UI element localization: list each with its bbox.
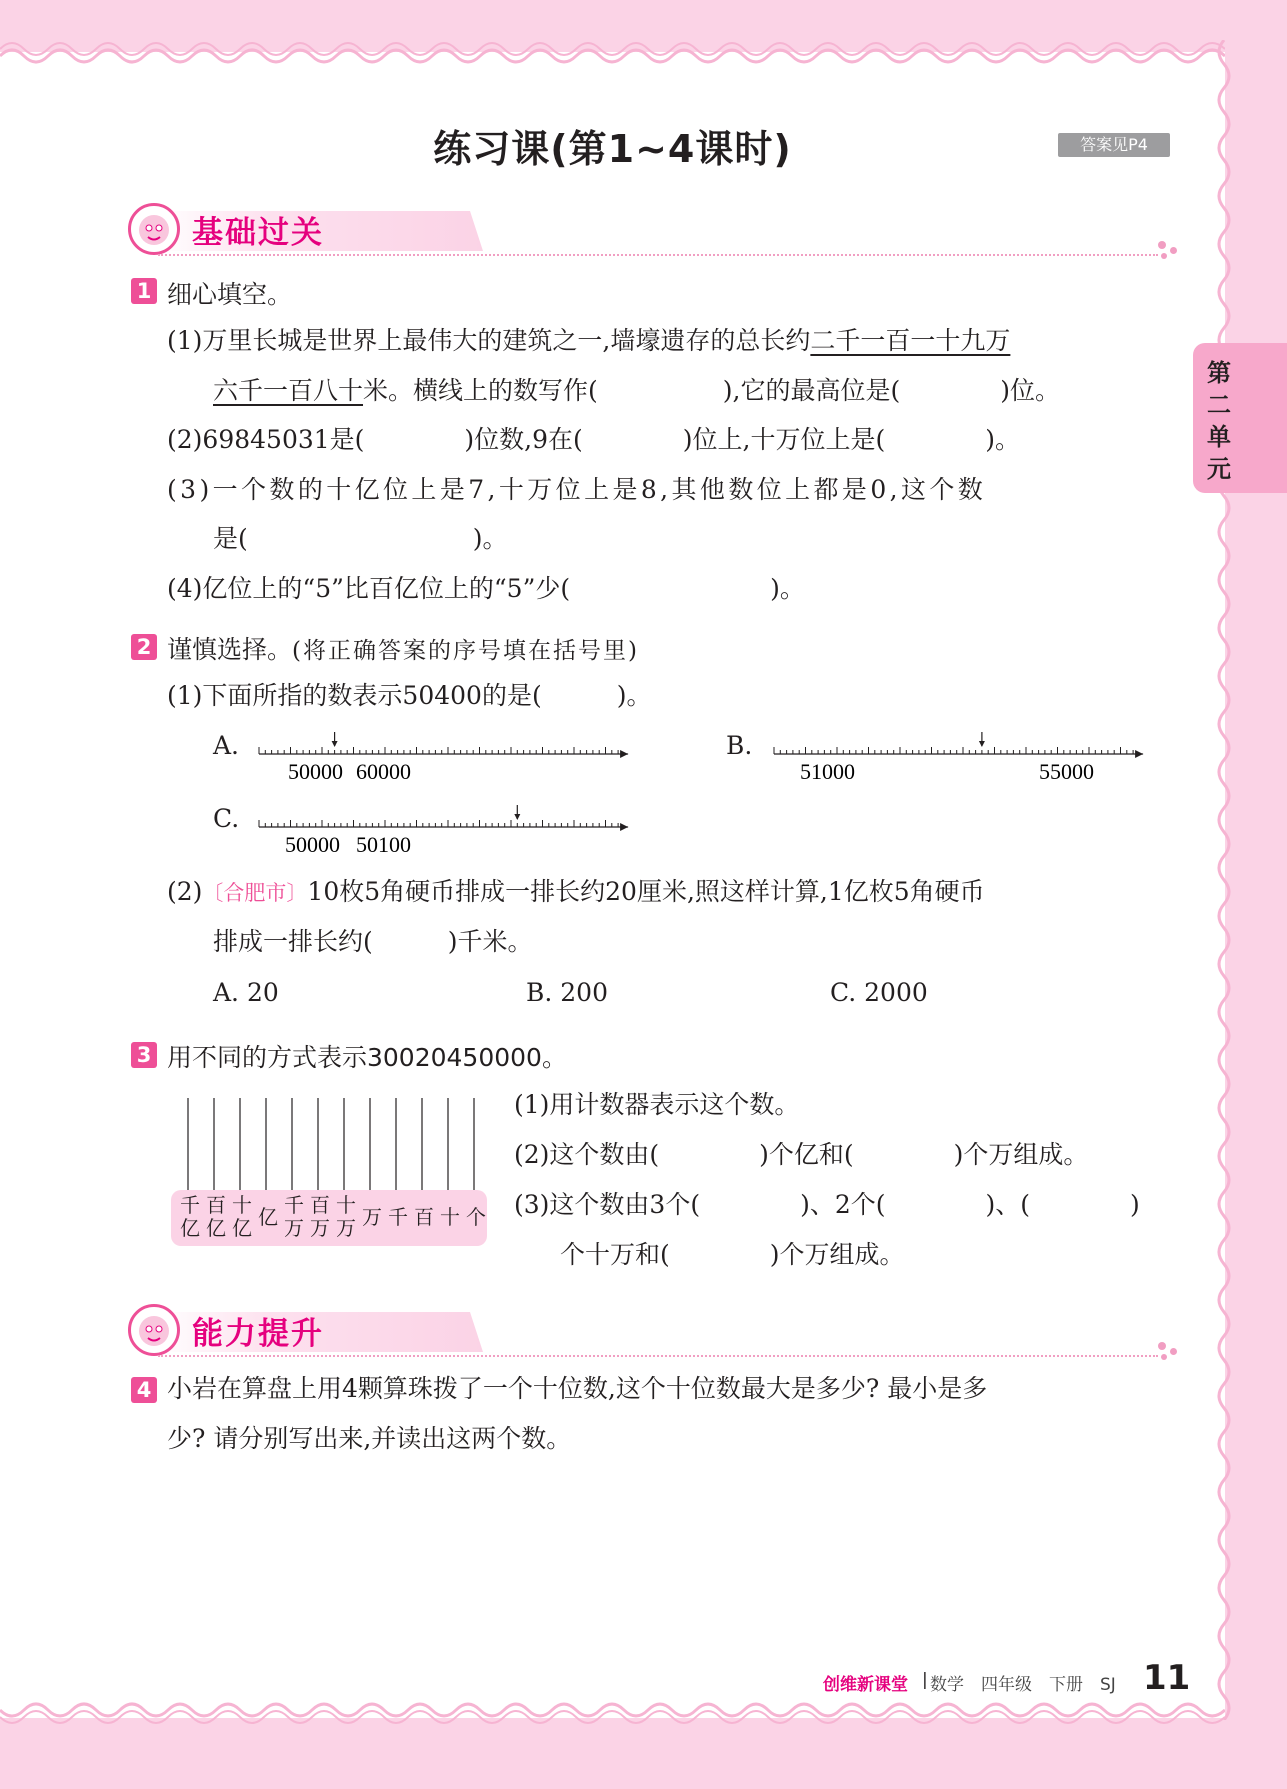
q4-line1: 小岩在算盘上用4颗算珠拨了一个十位数,这个十位数最大是多少? 最小是多 (167, 1374, 988, 1403)
number-line-b (770, 728, 1150, 788)
footer-info: 数学 四年级 下册 SJ (930, 1675, 1116, 1695)
place-label: 百亿 (206, 1193, 226, 1240)
unit-side-tab-label: 第二单元 (1207, 359, 1231, 483)
question-number-3: 3 (131, 1042, 157, 1068)
mascot-monkey-icon (128, 1304, 180, 1356)
place-label: 千亿 (180, 1193, 200, 1240)
q3-sub3-line2: 个十万和( )个万组成。 (560, 1240, 905, 1269)
number-line-c (255, 801, 635, 861)
section-title-advanced: 能力提升 (192, 1316, 324, 1352)
underlined-number-text-2: 六千一百八十 (213, 376, 364, 405)
option-a-label: A. (213, 731, 240, 760)
pointer-arrowhead (514, 814, 520, 820)
place-label: 万 (362, 1205, 382, 1229)
question-number-2: 2 (131, 634, 157, 660)
pointer-arrowhead (979, 741, 985, 747)
place-label: 千万 (284, 1193, 304, 1240)
question-number-1: 1 (131, 278, 157, 304)
question-2-title: 谨慎选择。(将正确答案的序号填在括号里) (167, 635, 639, 664)
page-title: 练习课(第1~4课时) (433, 127, 792, 171)
bottom-wave-border (0, 1700, 1225, 1730)
tick-label: 55000 (1039, 759, 1094, 784)
q3-sub3-line1: (3)这个数由3个( )、2个( )、( ) (514, 1190, 1140, 1219)
region-tag: 〔合肥市〕 (202, 881, 308, 905)
tick-label: 60000 (356, 759, 411, 784)
option-b-label: B. (726, 731, 753, 760)
footer-separator: | (922, 1670, 928, 1690)
place-label: 百万 (310, 1193, 330, 1240)
tick-label: 50000 (288, 759, 343, 784)
place-label: 亿 (258, 1205, 278, 1229)
number-line-a (255, 728, 635, 788)
q2-sub2-line1: (2)〔合肥市〕10枚5角硬币排成一排长约20厘米,照这样计算,1亿枚5角硬币 (167, 877, 985, 906)
pointer-arrowhead (332, 741, 338, 747)
q3-sub2: (2)这个数由( )个亿和( )个万组成。 (514, 1140, 1089, 1169)
abacus-place-labels (171, 1190, 487, 1246)
q1-sub2: (2)69845031是( )位数,9在( )位上,十万位上是( )。 (167, 425, 1020, 454)
section-divider (158, 254, 1158, 256)
q2-choice-b: B. 200 (526, 978, 608, 1007)
option-c-label: C. (213, 804, 240, 833)
right-wave-border (1212, 40, 1242, 1720)
q2-sub2-line2: 排成一排长约( )千米。 (213, 927, 533, 956)
q4-line2: 少? 请分别写出来,并读出这两个数。 (167, 1424, 572, 1453)
mascot-monkey-icon (128, 203, 180, 255)
question-number-4: 4 (131, 1377, 157, 1403)
tick-label: 51000 (800, 759, 855, 784)
axis-arrowhead (1135, 750, 1143, 758)
underlined-number-text: 二千一百一十九万 (810, 326, 1011, 355)
place-label: 十 (440, 1205, 460, 1229)
q1-sub3-line1: (3)一个数的十亿位上是7,十万位上是8,其他数位上都是0,这个数 (167, 475, 987, 504)
place-label: 十亿 (232, 1193, 252, 1240)
q2-sub1: (1)下面所指的数表示50400的是( )。 (167, 681, 652, 710)
place-label: 个 (466, 1205, 486, 1229)
question-3-title: 用不同的方式表示30020450000。 (167, 1043, 567, 1072)
tick-label: 50000 (285, 832, 340, 857)
q1-sub1-line1: (1)万里长城是世界上最伟大的建筑之一,墙壕遗存的总长约二千一百一十九万 (167, 326, 1011, 355)
q1-sub4: (4)亿位上的“5”比百亿位上的“5”少( )。 (167, 574, 805, 603)
q1-sub1-line2: 六千一百八十米。横线上的数写作( ),它的最高位是( )位。 (213, 376, 1060, 405)
q3-sub1: (1)用计数器表示这个数。 (514, 1090, 800, 1119)
footer-brand: 创维新课堂 (823, 1675, 908, 1695)
page-number: 11 (1143, 1658, 1191, 1698)
place-label: 百 (414, 1205, 434, 1229)
q1-sub3-line2: 是( )。 (213, 524, 508, 553)
axis-arrowhead (620, 750, 628, 758)
place-label: 千 (388, 1205, 408, 1229)
question-1-title: 细心填空。 (167, 280, 293, 309)
place-label: 十万 (336, 1193, 356, 1240)
top-wave-border (0, 38, 1225, 68)
section-header-advanced (128, 1304, 1178, 1364)
section-header-basic (128, 203, 1178, 263)
q2-choice-a: A. 20 (213, 978, 279, 1007)
q2-choice-c: C. 2000 (830, 978, 928, 1007)
abacus-rods (170, 1096, 490, 1196)
answer-reference-badge: 答案见P4 (1058, 133, 1170, 157)
section-title-basic: 基础过关 (192, 215, 324, 251)
tick-label: 50100 (356, 832, 411, 857)
axis-arrowhead (620, 823, 628, 831)
section-divider (158, 1355, 1158, 1357)
